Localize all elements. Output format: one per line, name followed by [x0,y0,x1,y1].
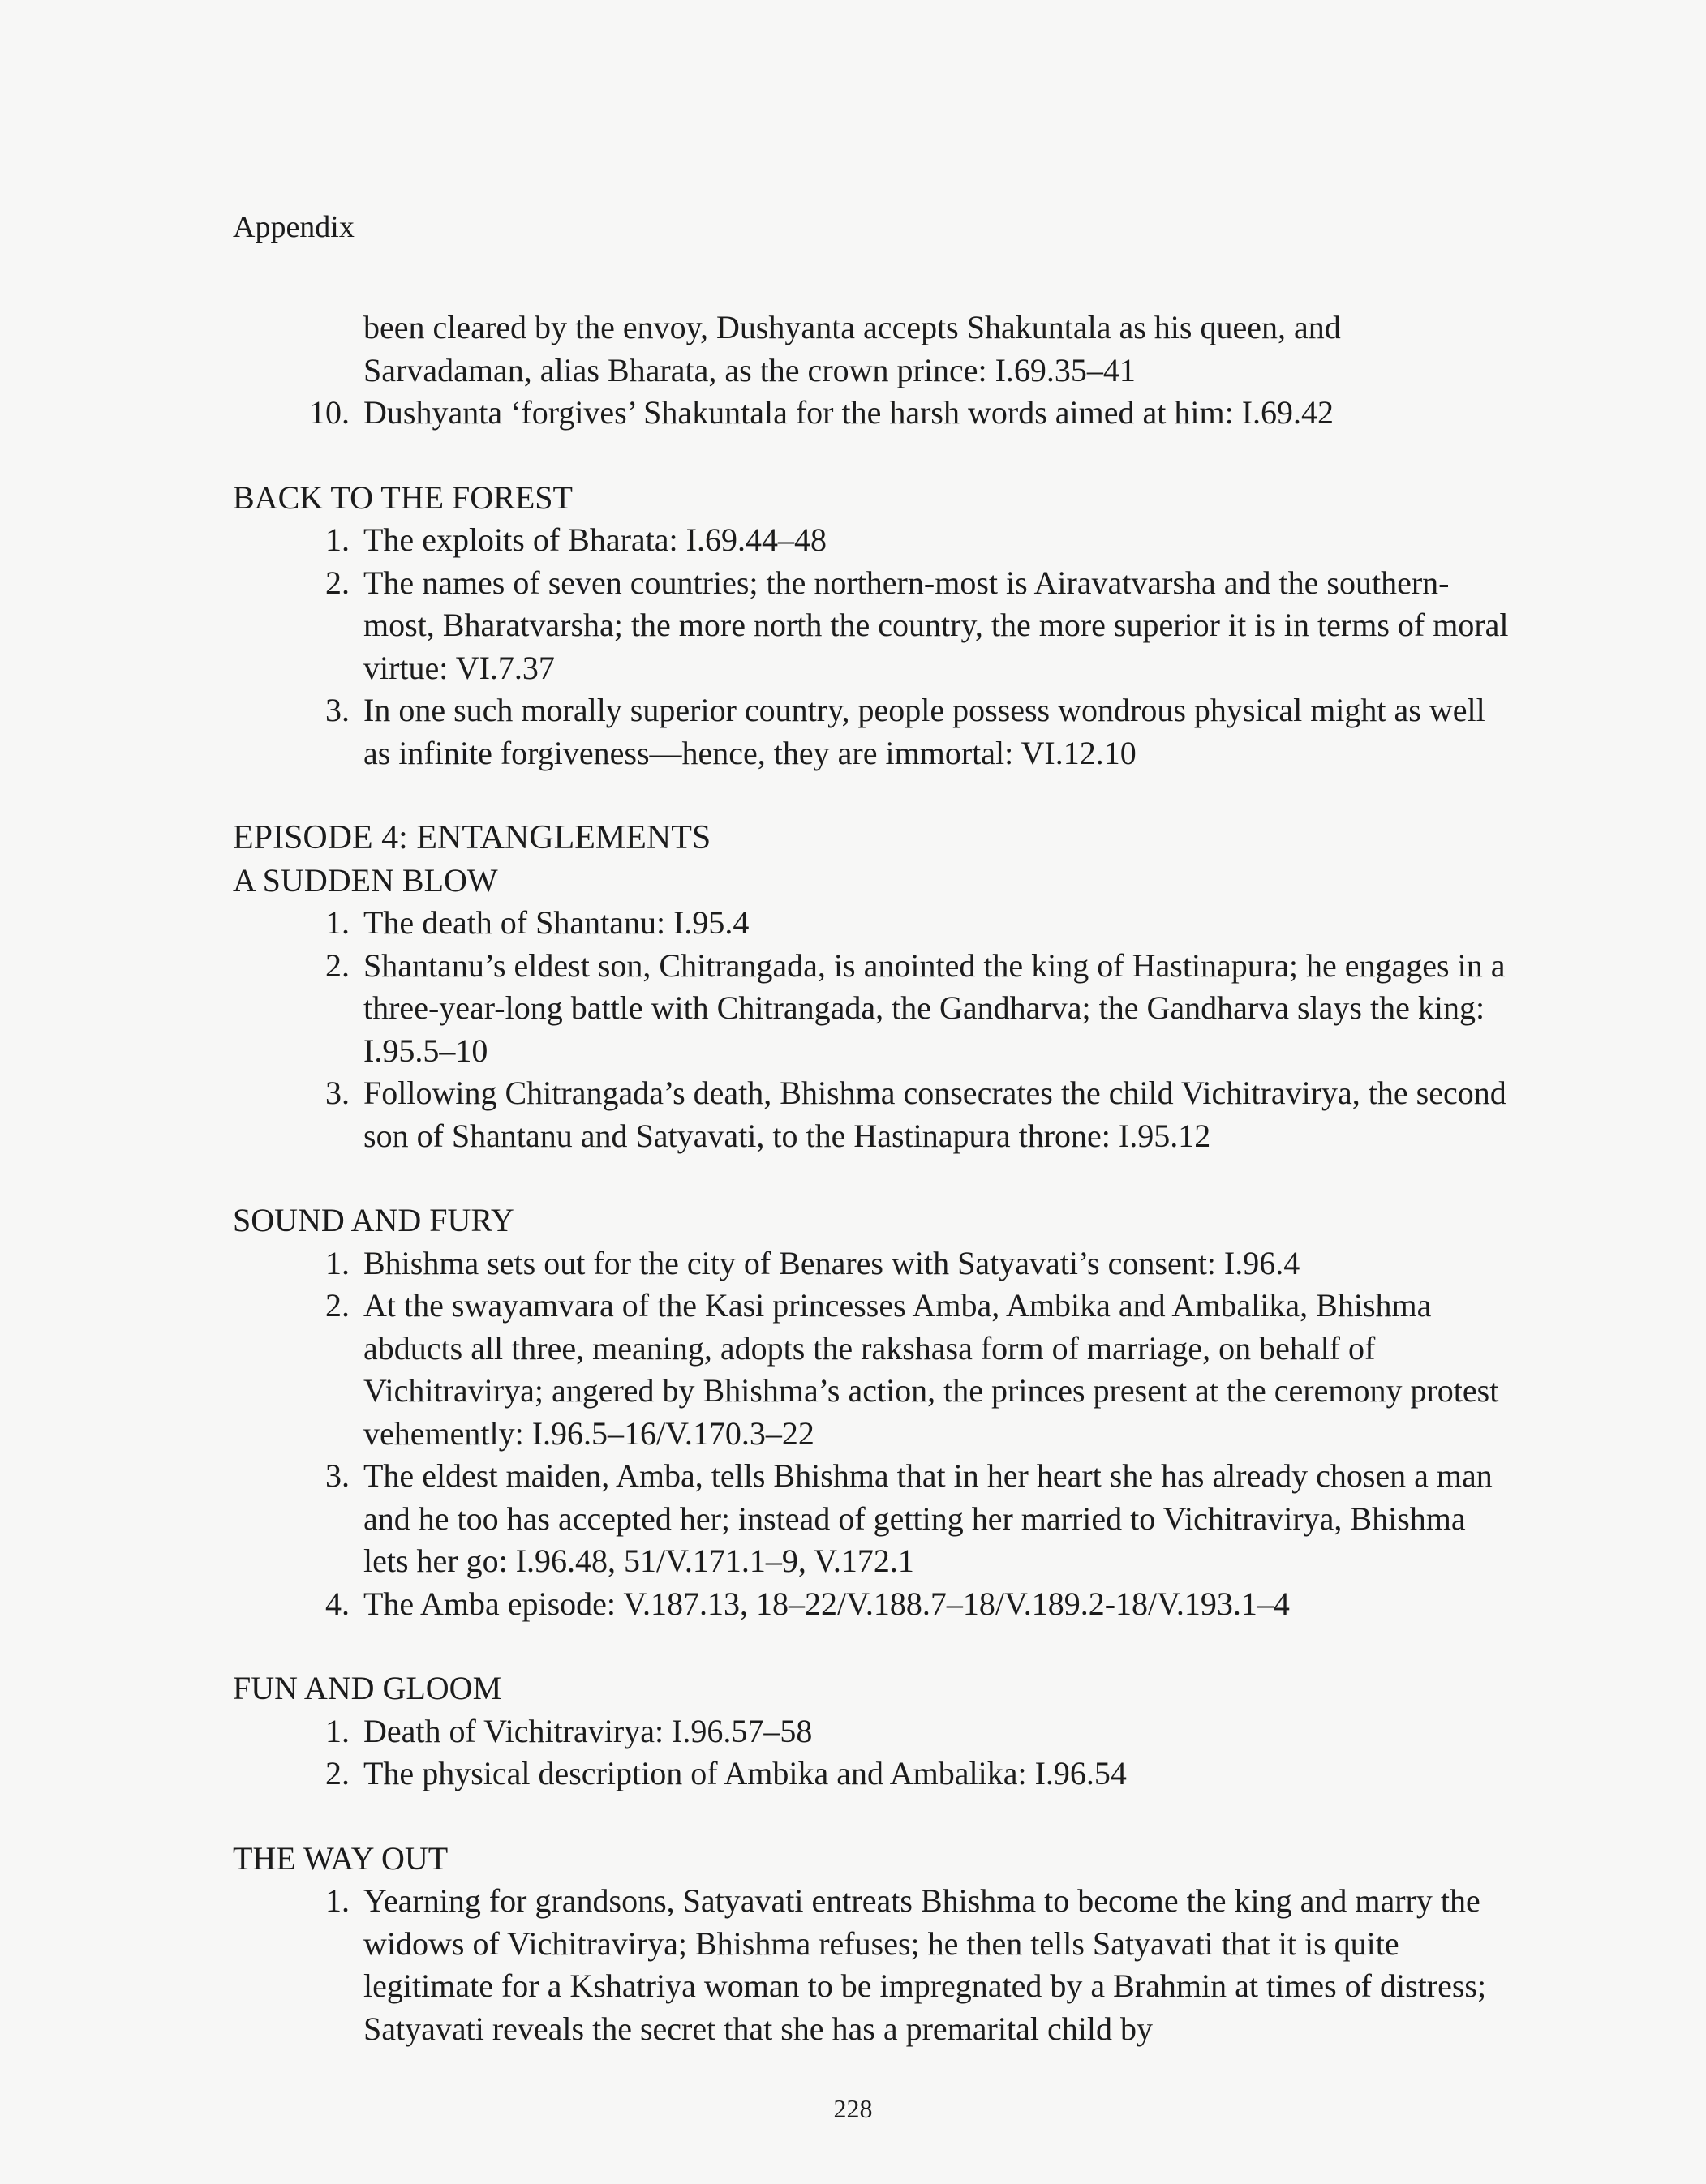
section-heading: A SUDDEN BLOW [233,861,498,899]
list-item [233,1583,1515,1626]
list-item [233,1880,1515,2050]
item-number: 1. [325,1244,350,1281]
item-text: The physical description of Ambika and Ambalika: I.96.54 [363,1755,1127,1791]
item-text: Bhishma sets out for the city of Benares with Satyavati’s consent: I.96.4 [363,1244,1300,1281]
intro-list [233,392,1515,435]
continued-paragraph: been cleared by the envoy, Dushyanta accepts Shakuntala as his queen, and Sarvadaman, alias Bharata, as the crown prince: I.69.35–41 [363,309,1341,388]
list-item [233,519,1515,562]
item-number: 2. [325,1755,350,1791]
list-item [233,689,1515,774]
item-text: The death of Shantanu: I.95.4 [363,904,750,941]
item-number: 2. [325,564,350,601]
section-the-way-out [233,1838,1515,2051]
list-item [233,1285,1515,1455]
list-item [233,1455,1515,1583]
list-item [233,1072,1515,1157]
item-number: 1. [325,904,350,941]
list-item [233,902,1515,945]
section-sound-and-fury [233,1199,1515,1625]
section-heading: THE WAY OUT [233,1839,449,1877]
item-number: 10. [309,394,350,431]
section-heading: BACK TO THE FOREST [233,478,573,516]
page-number: 228 [833,2094,873,2123]
item-text: Shantanu’s eldest son, Chitrangada, is anointed the king of Hastinapura; he engages in a three-year-long battle with Chitrangada, the Gandharva; the Gandharva slays the king: I.95.5–10 [363,946,1506,1069]
item-number: 3. [325,1075,350,1111]
item-number: 1. [325,521,350,558]
list-item [233,392,1515,435]
item-text: Following Chitrangada’s death, Bhishma consecrates the child Vichitravirya, the second son of Shantanu and Satyavati, to the Hastinapura throne: I.95.12 [363,1075,1506,1154]
episode-heading: EPISODE 4: ENTANGLEMENTS [233,819,711,856]
running-head: Appendix [233,210,355,244]
item-number: 1. [325,1712,350,1749]
section-a-sudden-blow [233,860,1515,1158]
item-number: 3. [325,1457,350,1494]
section-heading: SOUND AND FURY [233,1202,514,1238]
item-text: Yearning for grandsons, Satyavati entreats Bhishma to become the king and marry the widows of Vichitravirya; Bhishma refuses; he then tells Satyavati that it is quite legitimate for a Kshatriya woman to be impregnated by a Brahmin at times of distress; Satyavati reveals the secret that she has a premarital child by [363,1882,1487,2047]
item-text: In one such morally superior country, people possess wondrous physical might as well as infinite forgiveness—hence, they are immortal: VI.12.10 [363,692,1485,771]
list-item [233,1753,1515,1796]
list-item [233,1242,1515,1285]
list-item [233,562,1515,690]
page-body [233,307,1515,2050]
section-heading: FUN AND GLOOM [233,1670,502,1706]
item-text: The exploits of Bharata: I.69.44–48 [363,521,827,558]
item-text: Death of Vichitravirya: I.96.57–58 [363,1712,813,1749]
item-text: The names of seven countries; the northern-most is Airavatvarsha and the southern-most, Bharatvarsha; the more north the country, the more superior it is in terms of moral virtue: VI.7.37 [363,564,1509,686]
item-number: 4. [325,1585,350,1622]
item-text: Dushyanta ‘forgives’ Shakuntala for the harsh words aimed at him: I.69.42 [363,394,1334,431]
item-number: 3. [325,692,350,728]
section-fun-and-gloom [233,1667,1515,1796]
list-item [233,1710,1515,1753]
list-item [233,945,1515,1073]
item-number: 2. [325,946,350,984]
section-back-to-the-forest [233,477,1515,775]
item-text: At the swayamvara of the Kasi princesses Amba, Ambika and Ambalika, Bhishma abducts all three, meaning, adopts the rakshasa form of marriage, on behalf of Vichitravirya; angered by Bhishma’s action, the princes present at the ceremony protest vehemently: I.96.5–16/V.170.3–22 [363,1287,1499,1452]
item-number: 2. [325,1287,350,1324]
item-text: The Amba episode: V.187.13, 18–22/V.188.7–18/V.189.2-18/V.193.1–4 [363,1585,1290,1622]
item-number: 1. [325,1882,350,1919]
item-text: The eldest maiden, Amba, tells Bhishma that in her heart she has already chosen a man and he too has accepted her; instead of getting her married to Vichitravirya, Bhishma lets her go: I.96.48, 51/V.171.1–9, V.172.1 [363,1457,1493,1579]
